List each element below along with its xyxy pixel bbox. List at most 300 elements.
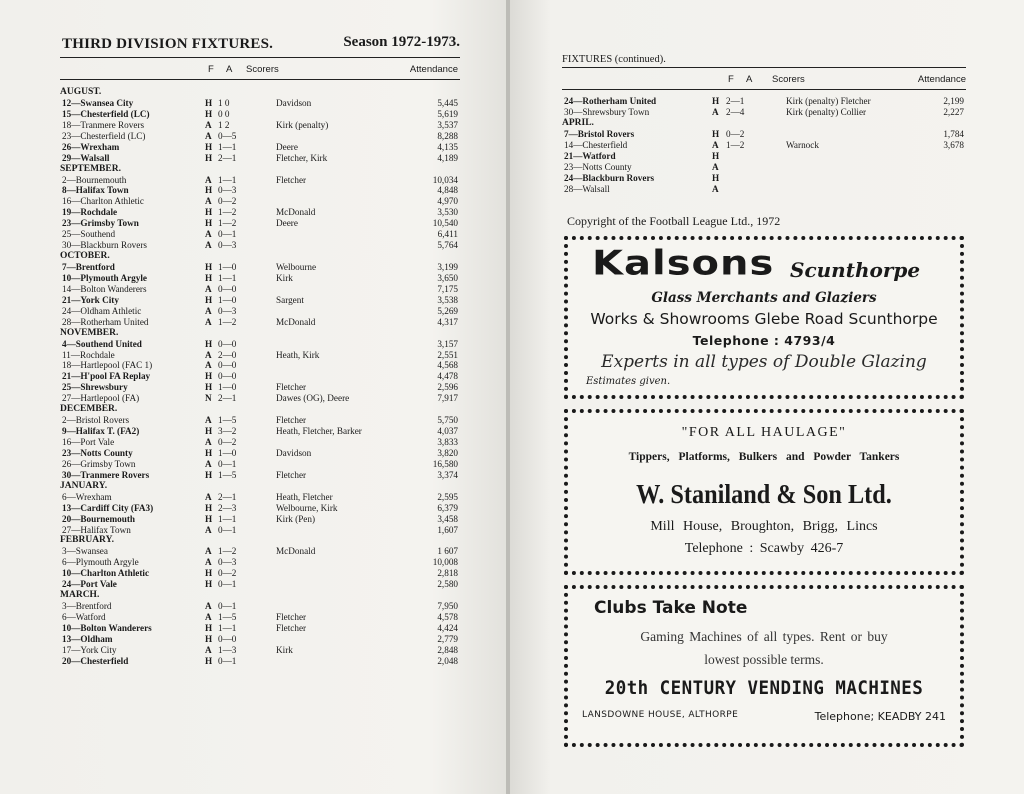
opponent: 25—Southend (62, 229, 116, 240)
scorers: McDonald (276, 207, 316, 218)
home-away: A (205, 174, 212, 185)
attendance: 5,269 (437, 305, 458, 316)
score: 2—1 (218, 491, 237, 502)
header-rule (60, 57, 460, 58)
opponent: 23—Notts County (62, 447, 133, 458)
attendance: 5,750 (437, 415, 458, 426)
fixture-row (60, 437, 460, 448)
home-away: A (205, 360, 212, 371)
fixture-row (60, 109, 460, 120)
scorers: Fletcher (276, 469, 307, 480)
clubs-title: Clubs Take Note (594, 598, 748, 618)
fixture-row (60, 185, 460, 196)
continued-column-rule (562, 89, 966, 90)
home-away: H (205, 371, 213, 382)
attendance: 2,595 (437, 491, 458, 502)
month-label: JANUARY. (60, 480, 108, 491)
kalsons-estimates: Estimates given. (586, 376, 671, 387)
attendance: 5,619 (437, 108, 458, 119)
attendance: 10,008 (432, 557, 458, 568)
col-attendance: Attendance (409, 64, 458, 75)
attendance: 2,818 (437, 568, 458, 579)
home-away: H (205, 502, 213, 513)
opponent: 23—Grimsby Town (62, 218, 139, 229)
fixture-row (562, 107, 966, 118)
home-away: A (205, 349, 212, 360)
fixture-row (60, 568, 460, 579)
score: 0—1 (218, 524, 237, 535)
attendance: 2,199 (943, 96, 964, 106)
home-away: A (205, 458, 212, 469)
scorers: Kirk (Pen) (276, 513, 316, 524)
score: 0—2 (218, 437, 237, 447)
staniland-address: Mill House, Broughton, Brigg, Lincs (650, 519, 878, 534)
home-away: A (712, 161, 719, 172)
opponent: 9—Halifax T. (FA2) (62, 426, 140, 437)
opponent: 6—Watford (62, 612, 106, 622)
scorers: Kirk (276, 644, 293, 655)
month-label: SEPTEMBER. (60, 163, 121, 174)
vending-advert (564, 585, 964, 747)
score: 1—1 (218, 141, 237, 152)
kalsons-subtitle: Glass Merchants and Glaziers (651, 290, 877, 306)
opponent: 4—Southend United (62, 338, 142, 349)
score: 1—2 (726, 139, 745, 150)
opponent: 23—Notts County (564, 161, 632, 172)
home-away: A (205, 524, 212, 535)
opponent: 10—Charlton Athletic (62, 568, 150, 579)
fixture-row (60, 492, 460, 503)
opponent: 16—Charlton Athletic (62, 196, 144, 207)
home-away: A (205, 491, 212, 502)
staniland-name: W. Staniland & Son Ltd. (636, 479, 892, 509)
fixture-row (60, 273, 460, 284)
scorers: Davidson (276, 447, 312, 458)
opponent: 28—Rotherham United (62, 316, 149, 327)
fixture-row (60, 153, 460, 164)
opponent: 7—Brentford (62, 262, 115, 272)
opponent: 23—Chesterfield (LC) (62, 130, 146, 141)
attendance: 3,820 (437, 447, 458, 458)
kalsons-logo: Kalsons (592, 244, 775, 284)
scorers: Fletcher (276, 622, 307, 633)
fixture-row (60, 470, 460, 481)
home-away: A (205, 612, 212, 622)
score: 1—5 (218, 415, 237, 426)
attendance: 7,950 (437, 601, 458, 612)
home-away: A (205, 240, 212, 251)
attendance: 4,424 (437, 622, 458, 633)
opponent: 24—Port Vale (62, 579, 117, 590)
scorers: McDonald (276, 316, 316, 327)
staniland-advert (564, 409, 964, 575)
score: 0—0 (218, 338, 237, 349)
home-away: A (205, 415, 212, 426)
home-away: A (712, 183, 719, 194)
opponent: 13—Oldham (62, 633, 113, 644)
fixture-row (60, 284, 460, 295)
fixture-row (60, 196, 460, 207)
fixture-row (60, 339, 460, 350)
opponent: 19—Rochdale (62, 207, 118, 218)
fixture-row (60, 579, 460, 590)
continued-title: FIXTURES (continued). (562, 54, 666, 65)
opponent: 27—Halifax Town (62, 524, 131, 535)
attendance: 2,551 (437, 349, 458, 360)
fixture-row (60, 98, 460, 109)
fixture-row (60, 503, 460, 514)
scorers: Deere (276, 218, 298, 229)
scorers: Heath, Fletcher (276, 491, 333, 502)
month-heading (60, 590, 460, 601)
scorers: Fletcher, Kirk (276, 152, 328, 163)
fixture-row (60, 382, 460, 393)
scorers: Deere (276, 141, 298, 152)
fixture-row (60, 415, 460, 426)
home-away: H (205, 447, 213, 458)
opponent: 28—Walsall (564, 183, 610, 194)
clubs-line-1: Gaming Machines of all types. Rent or buy (640, 629, 888, 644)
home-away: H (205, 469, 213, 480)
haulage-slogan: "FOR ALL HAULAGE" (681, 425, 847, 440)
month-label: MARCH. (60, 590, 100, 601)
score: 1—2 (218, 218, 237, 229)
score: 0—1 (218, 458, 237, 469)
score: 1—0 (218, 262, 237, 272)
opponent: 17—York City (62, 644, 117, 655)
fixture-row (60, 306, 460, 317)
fixture-row (60, 459, 460, 470)
fixture-row (60, 350, 460, 361)
fixture-row (60, 218, 460, 229)
scorers: Sargent (276, 294, 304, 305)
col-a: A (746, 74, 753, 85)
opponent: 30—Tranmere Rovers (62, 469, 150, 480)
home-away: A (712, 139, 719, 150)
attendance: 4,135 (437, 141, 458, 152)
fixture-row (60, 557, 460, 568)
scorers: Fletcher (276, 382, 307, 393)
attendance: 3,833 (437, 437, 458, 447)
attendance: 7,917 (437, 393, 458, 404)
score: 2—1 (218, 152, 237, 163)
scorers: Kirk (penalty) Collier (786, 106, 867, 117)
home-away: H (205, 185, 213, 196)
attendance: 6,379 (437, 502, 458, 513)
fixture-row (562, 162, 966, 173)
scorers: Welbourne (276, 262, 317, 272)
opponent: 13—Cardiff City (FA3) (62, 502, 154, 513)
score: 1—5 (218, 469, 237, 480)
attendance: 2,048 (437, 655, 458, 666)
score: 1—1 (218, 513, 237, 524)
home-away: A (205, 229, 212, 240)
home-away: A (205, 546, 212, 557)
fixture-row (60, 448, 460, 459)
fixture-row (60, 295, 460, 306)
attendance: 10,034 (432, 174, 458, 185)
fixture-row (60, 546, 460, 557)
opponent: 11—Rochdale (62, 349, 115, 360)
kalsons-tagline: Experts in all types of Double Glazing (601, 352, 927, 372)
home-away: H (205, 622, 213, 633)
score: 1—2 (218, 546, 237, 557)
month-heading (60, 87, 460, 98)
score: 1 0 (218, 97, 230, 108)
attendance: 5,764 (437, 240, 458, 251)
fixture-row (60, 525, 460, 536)
attendance: 3,678 (943, 139, 964, 150)
home-away: H (205, 207, 213, 218)
fixture-row (562, 96, 966, 107)
column-headers (60, 64, 460, 78)
fixture-row (562, 151, 966, 162)
opponent: 10—Plymouth Argyle (62, 272, 147, 283)
home-away: H (712, 150, 720, 161)
fixtures-header (62, 36, 460, 56)
attendance: 2,779 (437, 633, 458, 644)
vending-company-name: 20th CENTURY VENDING MACHINES (604, 677, 924, 699)
score: 1—0 (218, 447, 237, 458)
fixture-row (562, 173, 966, 184)
attendance: 4,037 (437, 426, 458, 437)
attendance: 16,580 (432, 458, 458, 469)
fixture-row (60, 175, 460, 186)
month-heading (60, 164, 460, 175)
home-away: H (205, 262, 213, 272)
home-away: H (205, 97, 213, 108)
month-heading (562, 118, 966, 129)
score: 0—2 (726, 128, 745, 139)
page-title: THIRD DIVISION FIXTURES. (62, 36, 274, 52)
fixture-row (60, 514, 460, 525)
col-scorers: Scorers (772, 74, 805, 85)
month-heading (60, 535, 460, 546)
vending-telephone: Telephone; KEADBY 241 (814, 710, 946, 723)
season-label: Season 1972-1973. (343, 34, 460, 50)
opponent: 3—Brentford (62, 601, 112, 612)
score: 2—1 (726, 96, 745, 106)
opponent: 3—Swansea (62, 546, 108, 557)
home-away: H (205, 152, 213, 163)
opponent: 7—Bristol Rovers (564, 128, 635, 139)
home-away: H (205, 513, 213, 524)
scorers: Kirk (276, 272, 293, 283)
continued-rule (562, 67, 966, 68)
score: 0—2 (218, 196, 237, 207)
attendance: 8,288 (437, 130, 458, 141)
fixture-row (60, 240, 460, 251)
opponent: 14—Chesterfield (564, 139, 628, 150)
month-label: OCTOBER. (60, 251, 110, 262)
opponent: 26—Wrexham (62, 141, 120, 152)
home-away: H (205, 426, 213, 437)
opponent: 6—Wrexham (62, 491, 112, 502)
home-away: H (205, 338, 213, 349)
fixtures-list (60, 87, 460, 667)
attendance: 4,848 (437, 185, 458, 196)
fixture-row (60, 634, 460, 645)
fixture-row (60, 120, 460, 131)
month-heading (60, 404, 460, 415)
attendance: 3,199 (437, 262, 458, 272)
score: 1—2 (218, 316, 237, 327)
scorers: Kirk (penalty) Fletcher (786, 96, 871, 106)
attendance: 4,189 (437, 152, 458, 163)
home-away: A (712, 106, 719, 117)
score: 0—2 (218, 568, 237, 579)
left-page (0, 0, 508, 794)
opponent: 20—Bournemouth (62, 513, 135, 524)
score: 0 0 (218, 108, 230, 119)
home-away: H (205, 633, 213, 644)
fixture-row (60, 142, 460, 153)
attendance: 4,317 (437, 316, 458, 327)
fixture-row (60, 207, 460, 218)
col-f: F (208, 64, 214, 75)
fixture-row (60, 612, 460, 623)
score: 0—1 (218, 601, 237, 612)
fixture-row (60, 360, 460, 371)
attendance: 2,580 (437, 579, 458, 590)
home-away: H (712, 172, 720, 183)
score: 2—0 (218, 349, 237, 360)
score: 2—4 (726, 106, 745, 117)
score: 0—3 (218, 240, 237, 251)
fixture-row (60, 131, 460, 142)
home-away: A (205, 119, 212, 130)
home-away: N (205, 393, 212, 404)
month-heading (60, 328, 460, 339)
home-away: H (712, 128, 720, 139)
score: 1—3 (218, 644, 237, 655)
col-a: A (226, 64, 233, 75)
scorers: Fletcher (276, 612, 307, 622)
opponent: 12—Swansea City (62, 97, 134, 108)
scorers: Heath, Kirk (276, 349, 320, 360)
fixture-row (60, 623, 460, 634)
attendance: 3,157 (437, 338, 458, 349)
opponent: 25—Shrewsbury (62, 382, 128, 393)
score: 1—0 (218, 382, 237, 393)
attendance: 3,538 (437, 294, 458, 305)
attendance: 4,478 (437, 371, 458, 382)
score: 0—3 (218, 305, 237, 316)
opponent: 30—Blackburn Rovers (62, 240, 147, 251)
home-away: A (205, 283, 212, 294)
attendance: 1 607 (437, 546, 458, 557)
vending-address: LANSDOWNE HOUSE, ALTHORPE (582, 710, 739, 720)
scorers: Fletcher (276, 174, 307, 185)
score: 1—5 (218, 612, 237, 622)
opponent: 2—Bournemouth (62, 174, 127, 185)
opponent: 18—Tranmere Rovers (62, 119, 145, 130)
month-label: APRIL. (562, 117, 594, 128)
home-away: H (205, 218, 213, 229)
score: 0—5 (218, 130, 237, 141)
fixture-row (60, 317, 460, 328)
score: 0—3 (218, 557, 237, 568)
scorers: Kirk (penalty) (276, 119, 329, 130)
opponent: 8—Halifax Town (62, 185, 129, 196)
opponent: 27—Hartlepool (FA) (62, 393, 140, 404)
opponent: 15—Chesterfield (LC) (62, 108, 150, 119)
score: 1—1 (218, 622, 237, 633)
month-label: FEBRUARY. (60, 535, 114, 546)
score: 1—1 (218, 174, 237, 185)
score: 0—3 (218, 185, 237, 196)
clubs-line-2: lowest possible terms. (704, 652, 824, 667)
opponent: 18—Hartlepool (FAC 1) (62, 360, 153, 371)
month-heading (60, 251, 460, 262)
attendance: 1,784 (943, 128, 964, 139)
home-away: A (205, 557, 212, 568)
scorers: Dawes (OG), Deere (276, 393, 350, 404)
col-scorers: Scorers (246, 64, 279, 75)
fixture-row (60, 601, 460, 612)
score: 3—2 (218, 426, 237, 437)
home-away: H (205, 579, 213, 590)
score: 2—1 (218, 393, 237, 404)
opponent: 10—Bolton Wanderers (62, 622, 152, 633)
opponent: 24—Blackburn Rovers (564, 172, 655, 183)
score: 2—3 (218, 502, 237, 513)
score: 0—1 (218, 229, 237, 240)
fixture-row (562, 140, 966, 151)
col-attendance: Attendance (917, 74, 966, 85)
copyright-notice: Copyright of the Football League Ltd., 1972 (567, 214, 781, 228)
home-away: A (205, 601, 212, 612)
fixture-row (562, 129, 966, 140)
continued-fixtures-list (562, 96, 966, 194)
scorers: Warnock (786, 139, 819, 150)
fixture-row (60, 426, 460, 437)
attendance: 3,374 (437, 469, 458, 480)
scorers: Heath, Fletcher, Barker (276, 426, 362, 437)
attendance: 4,578 (437, 612, 458, 622)
fixture-row (60, 262, 460, 273)
opponent: 21—York City (62, 294, 119, 305)
attendance: 3,650 (437, 272, 458, 283)
col-f: F (728, 74, 734, 85)
home-away: A (205, 130, 212, 141)
scorers: Davidson (276, 97, 312, 108)
home-away: A (205, 316, 212, 327)
month-label: NOVEMBER. (60, 327, 119, 338)
fixture-row (562, 184, 966, 195)
score: 0—0 (218, 283, 237, 294)
opponent: 24—Rotherham United (564, 96, 657, 106)
score: 0—0 (218, 360, 237, 371)
home-away: H (205, 108, 213, 119)
score: 0—0 (218, 371, 237, 382)
scorers: McDonald (276, 546, 316, 557)
fixture-row (60, 371, 460, 382)
home-away: H (205, 568, 213, 579)
opponent: 21—Watford (564, 150, 616, 161)
score: 1—1 (218, 272, 237, 283)
score: 0—0 (218, 633, 237, 644)
haulage-services: Tippers, Platforms, Bulkers and Powder Tankers (628, 451, 900, 463)
opponent: 20—Chesterfield (62, 655, 129, 666)
opponent: 2—Bristol Rovers (62, 415, 130, 426)
opponent: 21—H'pool FA Replay (62, 371, 151, 382)
attendance: 2,596 (437, 382, 458, 393)
opponent: 6—Plymouth Argyle (62, 557, 139, 568)
attendance: 6,411 (437, 229, 458, 240)
attendance: 10,540 (432, 218, 458, 229)
attendance: 2,848 (437, 644, 458, 655)
